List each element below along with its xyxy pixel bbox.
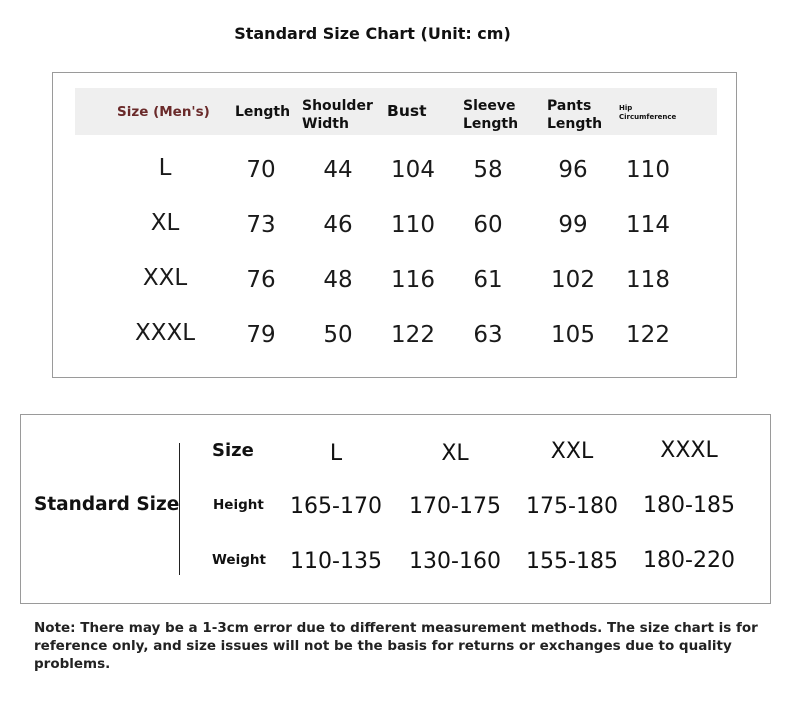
- row-label-weight: Weight: [212, 552, 266, 568]
- cell-size: L: [158, 155, 172, 181]
- std-size: L: [329, 441, 343, 466]
- cell-sleeve: 63: [473, 322, 503, 348]
- header-hip-circumference: [619, 104, 676, 122]
- cell-size: XXL: [142, 265, 188, 291]
- header-pants-length: [547, 97, 602, 133]
- header-sleeve-line2: Length: [463, 116, 519, 132]
- header-size: Size (Men's): [117, 104, 210, 120]
- cell-length: 79: [246, 322, 276, 348]
- cell-shoulder: 50: [323, 322, 353, 348]
- cell-hip: 110: [626, 157, 670, 183]
- cell-pants: 99: [558, 212, 588, 238]
- cell-sleeve: 58: [473, 157, 503, 183]
- std-weight: 110-135: [290, 549, 382, 574]
- row-label-size: Size: [212, 440, 254, 461]
- cell-bust: 122: [391, 322, 435, 348]
- cell-size: XL: [150, 210, 180, 236]
- header-shoulder-line2: Width: [302, 116, 349, 132]
- std-size: XXXL: [660, 438, 718, 463]
- std-size: XL: [441, 441, 469, 466]
- cell-shoulder: 46: [323, 212, 353, 238]
- cell-shoulder: 44: [323, 157, 353, 183]
- size-chart-table: [52, 72, 737, 378]
- cell-hip: 114: [626, 212, 670, 238]
- cell-bust: 104: [391, 157, 435, 183]
- header-length: Length: [235, 104, 291, 120]
- header-sleeve-length: [463, 97, 518, 133]
- standard-size-label: Standard Size: [34, 494, 180, 515]
- header-shoulder-width: [302, 97, 373, 133]
- cell-pants: 102: [551, 267, 595, 293]
- std-size: XXL: [550, 439, 594, 464]
- header-hip-line1: Hip: [619, 104, 633, 112]
- row-label-height: Height: [213, 497, 264, 513]
- cell-pants: 96: [558, 157, 588, 183]
- cell-size: XXXL: [134, 320, 196, 346]
- std-weight: 155-185: [526, 549, 618, 574]
- header-bust: Bust: [387, 102, 427, 120]
- cell-hip: 118: [626, 267, 670, 293]
- disclaimer-note: Note: There may be a 1-3cm error due to different measurement methods. The size chart is for reference only, and size issues will not be the basis for returns or exchanges due to quality problems.: [34, 620, 758, 672]
- cell-sleeve: 61: [473, 267, 503, 293]
- cell-bust: 110: [391, 212, 435, 238]
- cell-hip: 122: [626, 322, 670, 348]
- header-pants-line1: Pants: [547, 98, 592, 114]
- std-weight: 130-160: [409, 549, 501, 574]
- header-hip-line2: Circumference: [619, 113, 677, 121]
- cell-length: 73: [246, 212, 276, 238]
- standard-size-table: [20, 414, 771, 604]
- page-title: Standard Size Chart (Unit: cm): [234, 24, 511, 43]
- header-shoulder-line1: Shoulder: [302, 98, 373, 114]
- std-height: 165-170: [290, 494, 382, 519]
- header-sleeve-line1: Sleeve: [463, 98, 516, 114]
- std-height: 175-180: [526, 494, 618, 519]
- cell-length: 76: [246, 267, 276, 293]
- std-weight: 180-220: [643, 548, 735, 573]
- divider: [179, 443, 180, 575]
- cell-sleeve: 60: [473, 212, 503, 238]
- cell-pants: 105: [551, 322, 595, 348]
- header-pants-line2: Length: [547, 116, 603, 132]
- cell-bust: 116: [391, 267, 435, 293]
- std-height: 180-185: [643, 493, 735, 518]
- cell-length: 70: [246, 157, 276, 183]
- std-height: 170-175: [409, 494, 501, 519]
- cell-shoulder: 48: [323, 267, 353, 293]
